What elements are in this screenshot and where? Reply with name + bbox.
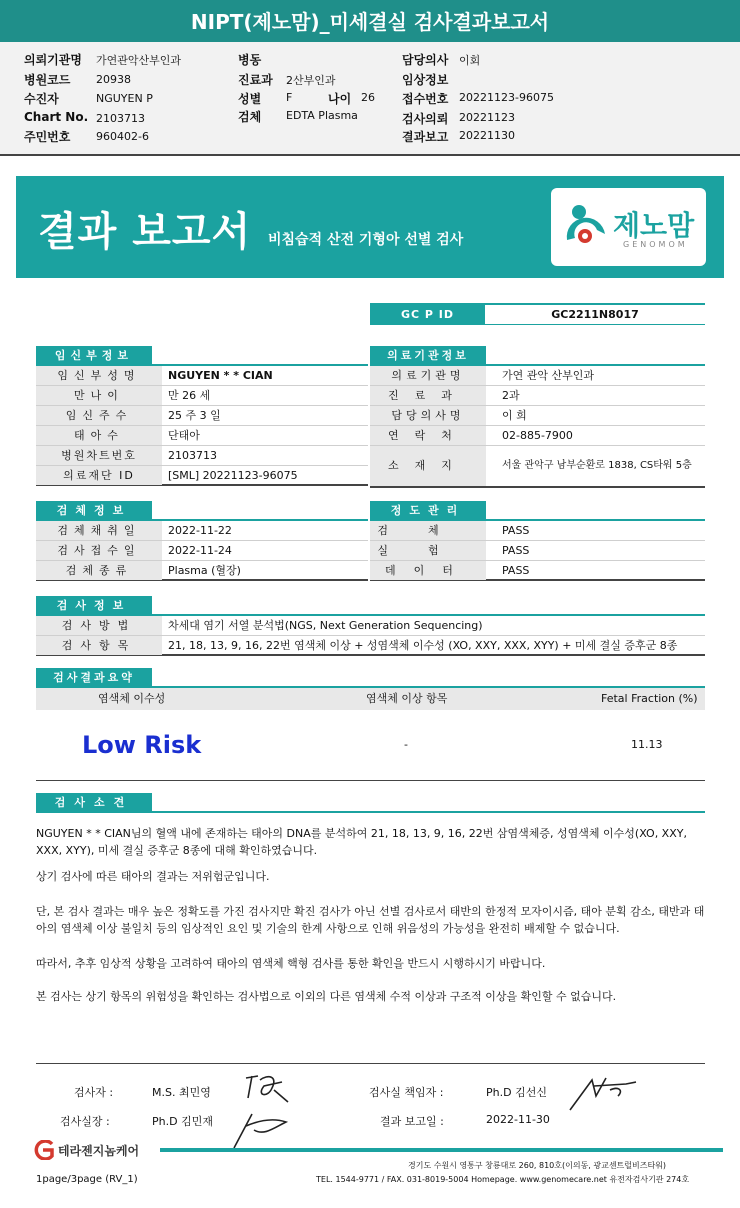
report-date-value: 2022-11-30 (486, 1113, 550, 1126)
info-value: NGUYEN P (96, 92, 153, 105)
tester-signature (238, 1068, 298, 1108)
row-value: 가연 관악 산부인과 (502, 369, 595, 382)
genomom-logo (551, 188, 706, 266)
row-value: 25 주 3 일 (168, 409, 221, 422)
table-row (36, 446, 368, 466)
row-value: 2022-11-22 (168, 524, 232, 537)
table-row (370, 446, 705, 488)
info-label: 검체 (238, 110, 262, 124)
info-value: 960402-6 (96, 130, 149, 143)
fetal-fraction-value: 11.13 (631, 738, 663, 751)
row-label: 연락처 (370, 426, 486, 445)
opinion-header: 검사소견 (36, 793, 152, 813)
column-header: 염색체 이상 항목 (366, 692, 448, 705)
table-row (370, 426, 705, 446)
info-label: 수진자 (24, 92, 59, 106)
report-date-label: 결과 보고일 : (380, 1115, 444, 1128)
row-label: 검사항목 (36, 636, 162, 655)
row-value: 02-885-7900 (502, 429, 573, 442)
row-value: 만 26 세 (168, 389, 211, 402)
row-value: 서울 관악구 남부순환로 1838, CS타워 5층 (502, 460, 692, 471)
row-value: [SML] 20221123-96075 (168, 469, 298, 482)
report-title: NIPT(제노맘)_미세결실 검사결과보고서 (190, 10, 550, 34)
info-label: 주민번호 (24, 130, 71, 144)
info-label: 병원코드 (24, 73, 71, 87)
result-banner (16, 176, 724, 278)
qc-info-header: 정도관리 (370, 501, 486, 521)
table-row (370, 406, 705, 426)
director-name: Ph.D 김선신 (486, 1086, 547, 1099)
info-label: 결과보고 (402, 130, 449, 144)
info-value: 20221130 (459, 129, 515, 142)
specimen-info-header: 검체정보 (36, 501, 152, 521)
row-label: 의료재단 ID (36, 466, 162, 485)
info-label: 성별 (238, 92, 262, 106)
logo-subtext: GENOMOM (623, 240, 688, 249)
chief-name: Ph.D 김민재 (152, 1115, 213, 1128)
chief-label: 검사실장 : (60, 1115, 110, 1128)
info-label: 접수번호 (402, 92, 449, 106)
opinion-paragraph-2: 상기 검사에 따른 태아의 결과는 저위험군입니다. (36, 870, 270, 883)
row-value: NGUYEN * * CIAN (168, 369, 273, 382)
info-value: 2103713 (96, 112, 145, 125)
row-label: 검체채취일 (36, 521, 162, 540)
row-label: 진료과 (370, 386, 486, 405)
info-value: EDTA Plasma (286, 109, 358, 122)
abnormal-item: - (404, 738, 408, 751)
pregnant-info-header: 임신부정보 (36, 346, 152, 366)
chief-signature (230, 1106, 290, 1152)
tester-name: M.S. 최민영 (152, 1086, 211, 1099)
table-row (36, 521, 368, 541)
info-value: 가연관악산부인과 (96, 54, 182, 67)
opinion-paragraph-1: NGUYEN * * CIAN님의 혈액 내에 존재하는 태아의 DNA를 분석하여 21, 18, 13, 9, 16, 22번 삼염색체증, 성염색체 이수성(XO, XXY, XXX, XYY), 미세 결실 증후군 8종에 대해 확인하였습니다. (36, 827, 687, 857)
info-value: 20938 (96, 73, 131, 86)
opinion-paragraph-4: 따라서, 추후 임상적 상황을 고려하여 태아의 염색체 핵형 검사를 통한 확인을 반드시 시행하시기 바랍니다. (36, 957, 546, 970)
terragen-logo-icon (30, 1140, 56, 1160)
risk-result: Low Risk (82, 731, 202, 759)
row-label: 검체 (370, 521, 486, 540)
row-label: 의료기관명 (370, 366, 486, 385)
info-value: 20221123-96075 (459, 91, 554, 104)
footer-contact: TEL. 1544-9771 / FAX. 031-8019-5004 Homepage. www.genomecare.net 유전자검사기관 274호 (316, 1175, 690, 1184)
row-label: 실험 (370, 541, 486, 560)
row-value: PASS (502, 564, 530, 577)
row-value: 21, 18, 13, 9, 16, 22번 염색체 이상 + 성염색체 이수성 (XO, XXY, XXX, XYY) + 미세 결실 증후군 8종 (168, 639, 678, 652)
company-name: 테라젠지놈케어 (58, 1144, 140, 1158)
tester-label: 검사자 : (74, 1086, 114, 1099)
info-label: 나이 (328, 92, 352, 106)
row-label: 검체종류 (36, 561, 162, 580)
row-value: 단태아 (168, 429, 200, 442)
row-value: Plasma (혈장) (168, 564, 241, 577)
gcp-value: GC2211N8017 (485, 305, 705, 325)
row-value: 이 희 (502, 409, 527, 422)
table-row (36, 541, 368, 561)
row-label: 소재지 (370, 446, 486, 486)
institution-info-header: 의료기관정보 (370, 346, 486, 366)
column-header: 염색체 이수성 (98, 692, 166, 705)
table-row (36, 561, 368, 581)
summary-header: 검사결과요약 (36, 668, 152, 688)
specimen-info-table (36, 521, 368, 581)
row-value: PASS (502, 524, 530, 537)
row-label: 만나이 (36, 386, 162, 405)
table-row (370, 541, 705, 561)
opinion-paragraph-5: 본 검사는 상기 항목의 위험성을 확인하는 검사법으로 이외의 다른 염색체 수적 이상과 구조적 이상을 확인할 수 없습니다. (36, 990, 617, 1003)
summary-bottom-rule (36, 780, 705, 781)
report-title-bar (0, 0, 740, 42)
info-value: 20221123 (459, 111, 515, 124)
info-value: 26 (361, 91, 375, 104)
info-label: 임상정보 (402, 73, 449, 87)
opinion-rule (36, 811, 705, 813)
signature-top-rule (36, 1063, 705, 1064)
info-value: F (286, 91, 293, 104)
logo-text: 제노맘 (613, 209, 695, 242)
table-row (36, 636, 705, 656)
table-row (36, 406, 368, 426)
table-row (36, 616, 705, 636)
info-label: 검사의뢰 (402, 112, 449, 126)
table-row (370, 521, 705, 541)
table-row (370, 561, 705, 581)
table-row (36, 386, 368, 406)
table-row (36, 426, 368, 446)
info-label: 담당의사 (402, 53, 449, 67)
genomom-logo-icon (561, 200, 611, 254)
summary-column-header (36, 688, 705, 710)
row-label: 태아수 (36, 426, 162, 445)
row-value: PASS (502, 544, 530, 557)
test-info-table (36, 616, 705, 656)
banner-title: 결과 보고서 (38, 209, 252, 255)
director-signature (566, 1070, 646, 1114)
table-row (36, 466, 368, 486)
table-row (36, 366, 368, 386)
row-label: 임신부성명 (36, 366, 162, 385)
row-label: 데이터 (370, 561, 486, 580)
row-value: 2과 (502, 389, 520, 402)
institution-info-table (370, 366, 705, 488)
gcp-label: GC P ID (370, 305, 485, 325)
row-value: 2022-11-24 (168, 544, 232, 557)
info-label: 의뢰기관명 (24, 53, 82, 67)
opinion-paragraph-3: 단, 본 검사 결과는 매우 높은 정확도를 가진 검사지만 확진 검사가 아닌 선별 검사로서 태반의 한정적 모자이시즘, 태아 분획 감소, 태반과 태아의 염색체 이상 불일치 등의 임상적인 요인 및 기술의 한계 사항으로 인해 위음성의 가능성을 완전히 배제할 수 없습니다. (36, 905, 705, 935)
pregnant-info-table (36, 366, 368, 486)
footer-bar (160, 1148, 723, 1152)
page-indicator: 1page/3page (RV_1) (36, 1174, 138, 1185)
info-value: 이회 (459, 54, 481, 67)
info-label: Chart No. (24, 110, 89, 124)
footer-address: 경기도 수원시 영통구 창룡대로 260, 810호(이의동, 광교센트럴비즈타워) (408, 1161, 667, 1170)
row-label: 임신주수 (36, 406, 162, 425)
column-header: Fetal Fraction (%) (601, 692, 698, 705)
info-value: 2산부인과 (286, 74, 336, 87)
row-label: 검사접수일 (36, 541, 162, 560)
row-label: 병원차트번호 (36, 446, 162, 465)
patient-info-block (0, 42, 740, 156)
banner-subtitle: 비침습적 산전 기형아 선별 검사 (268, 232, 464, 248)
info-label: 진료과 (238, 73, 273, 87)
row-value: 차세대 염기 서열 분석법(NGS, Next Generation Sequencing) (168, 619, 483, 632)
qc-info-table (370, 521, 705, 581)
table-row (370, 366, 705, 386)
test-info-header: 검사정보 (36, 596, 152, 616)
info-label: 병동 (238, 53, 262, 67)
row-value: 2103713 (168, 449, 217, 462)
row-label: 검사방법 (36, 616, 162, 635)
table-row (370, 386, 705, 406)
director-label: 검사실 책임자 : (369, 1086, 444, 1099)
row-label: 담당의사명 (370, 406, 486, 425)
